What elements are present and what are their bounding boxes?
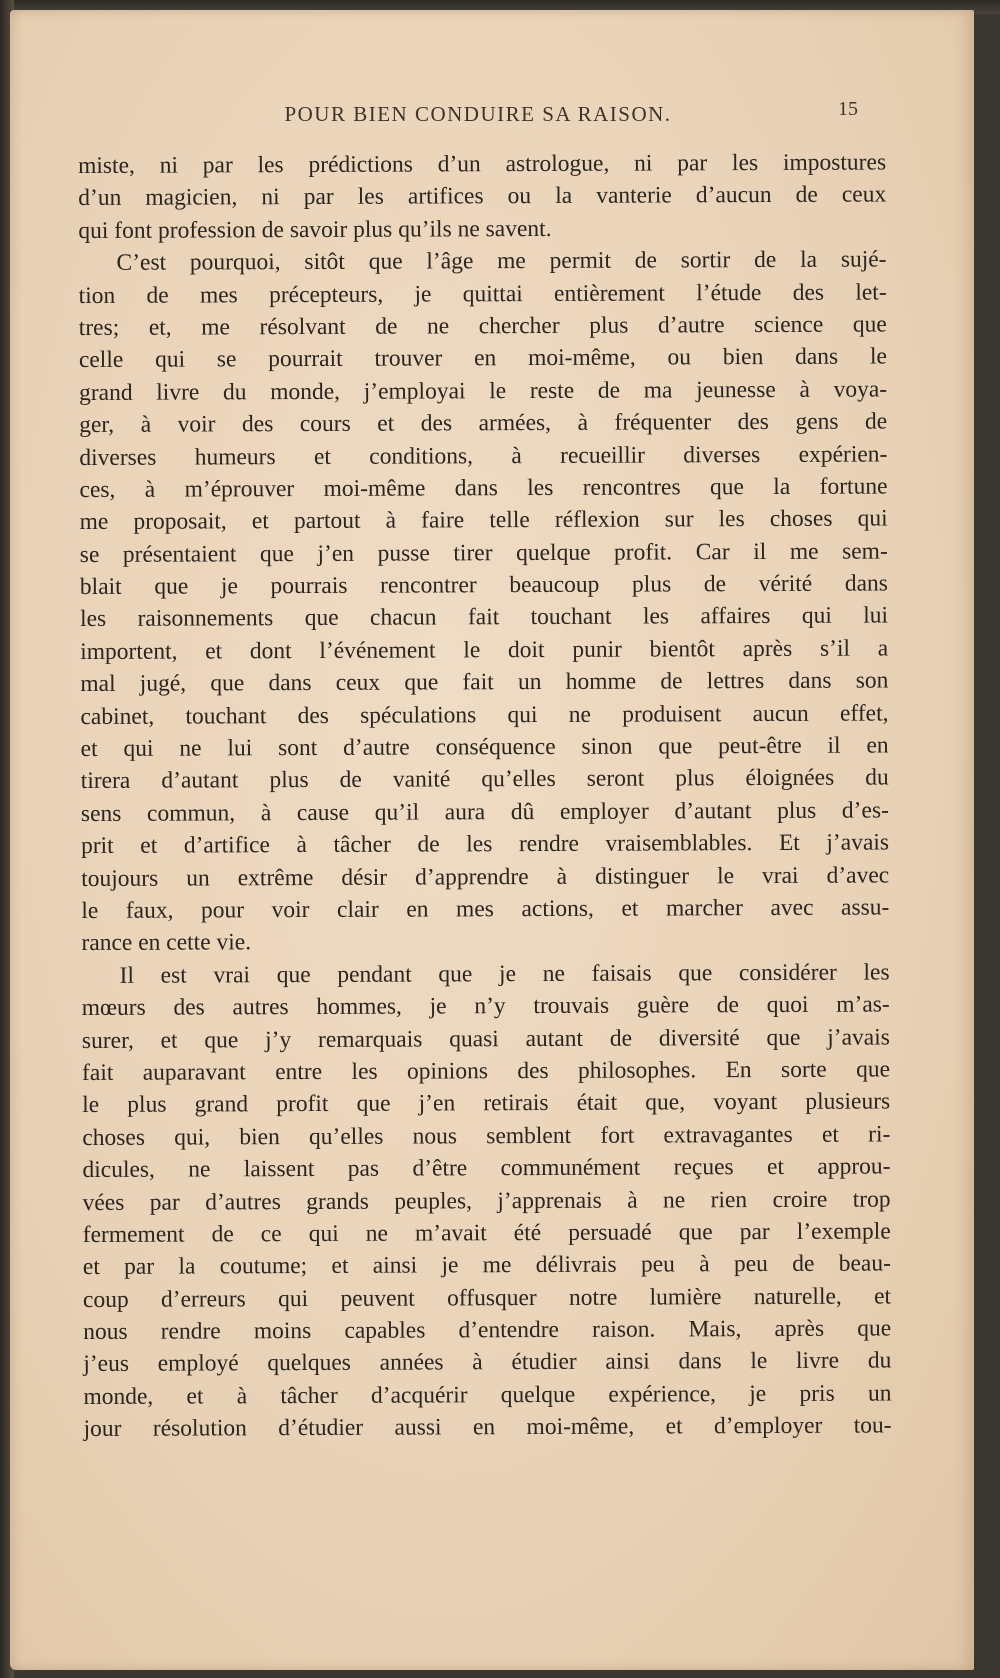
text-line: sens commun, à cause qu’il aura dû employer d’autant plus d’es-	[80, 797, 889, 827]
page-number: 15	[838, 98, 858, 120]
text-line: et qui ne lui sont d’autre conséquence sinon que peut-être il en	[80, 732, 889, 763]
text-line: tirera d’autant plus de vanité qu’elles seront plus éloignées du	[80, 764, 889, 795]
text-line: d’un magicien, ni par les artifices ou la vanterie d’aucun de ceux	[78, 181, 887, 212]
text-line: le plus grand profit que j’en retirais était que, voyant plusieurs	[82, 1088, 891, 1119]
text-line: grand livre du monde, j’employai le reste de ma jeunesse à voya-	[79, 376, 888, 406]
text-line: Il est vrai que pendant que je ne faisais que considérer les	[119, 959, 890, 989]
running-head: POUR BIEN CONDUIRE SA RAISON.	[284, 102, 672, 126]
text-line: j’eus employé quelques années à étudier ainsi dans le livre du	[83, 1347, 892, 1378]
text-line: me proposait, et partout à faire telle réflexion sur les choses qui	[79, 505, 888, 536]
text-line: ces, à m’éprouver moi-même dans les rencontres que la fortune	[79, 473, 888, 503]
body-text	[78, 146, 892, 1445]
text-line: vées par d’autres grands peuples, j’apprenais à ne rien croire trop	[82, 1185, 891, 1216]
text-line: cabinet, touchant des spéculations qui ne produisent aucun effet,	[80, 700, 889, 730]
text-line: qui font profession de savoir plus qu’ils ne savent.	[78, 215, 552, 244]
text-line: monde, et à tâcher d’acquérir quelque expérience, je pris un	[83, 1380, 892, 1410]
text-line: mal jugé, que dans ceux que fait un homme de lettres dans son	[80, 667, 889, 698]
text-line: diverses humeurs et conditions, à recueillir diverses expérien-	[79, 440, 888, 471]
book-page	[10, 10, 974, 1670]
text-line: fait auparavant entre les opinions des philosophes. En sorte que	[81, 1056, 891, 1086]
text-line: coup d’erreurs qui peuvent offusquer notre lumière naturelle, et	[82, 1283, 892, 1313]
text-line: prit et d’artifice à tâcher de les rendre vraisemblables. Et j’avais	[80, 829, 890, 860]
text-line: et par la coutume; et ainsi je me délivrais peu à peu de beau-	[82, 1250, 891, 1281]
text-line: choses qui, bien qu’elles nous semblent fort extravagantes et ri-	[82, 1121, 891, 1151]
text-line: importent, et dont l’événement le doit punir bientôt après s’il a	[80, 635, 889, 665]
text-line: ger, à voir des cours et des armées, à fréquenter des gens de	[79, 408, 888, 439]
text-line: rance en cette vie.	[81, 929, 252, 957]
text-line: jour résolution d’étudier aussi en moi-même, et d’employer tou-	[83, 1412, 892, 1443]
text-line: dicules, ne laissent pas d’être communément reçues et approu-	[82, 1153, 891, 1184]
text-line: miste, ni par les prédictions d’un astrologue, ni par les impostures	[78, 149, 887, 179]
text-line: fermement de ce qui ne m’avait été persuadé que par l’exemple	[82, 1218, 891, 1248]
text-line: le faux, pour voir clair en mes actions, et marcher avec assu-	[81, 894, 890, 924]
text-line: toujours un extrême désir d’apprendre à distinguer le vrai d’avec	[81, 862, 890, 892]
text-line: C’est pourquoi, sitôt que l’âge me permit de sortir de la sujé-	[116, 246, 887, 277]
text-line: surer, et que j’y remarquais quasi autant de diversité que j’avais	[81, 1024, 890, 1054]
text-line: blait que je pourrais rencontrer beaucoup plus de vérité dans	[79, 570, 888, 601]
text-line: tion de mes précepteurs, je quittai entièrement l’étude des let-	[78, 279, 887, 309]
text-line: se présentaient que j’en pusse tirer quelque profit. Car il me sem-	[79, 538, 888, 568]
text-line: les raisonnements que chacun fait touchant les affaires qui lui	[79, 602, 889, 633]
text-line: nous rendre moins capables d’entendre raison. Mais, après que	[83, 1315, 892, 1346]
text-line: tres; et, me résolvant de ne chercher plus d’autre science que	[78, 311, 887, 341]
text-line: celle qui se pourrait trouver en moi-même, ou bien dans le	[78, 343, 887, 374]
text-line: mœurs des autres hommes, je n’y trouvais guère de quoi m’as-	[81, 991, 890, 1022]
